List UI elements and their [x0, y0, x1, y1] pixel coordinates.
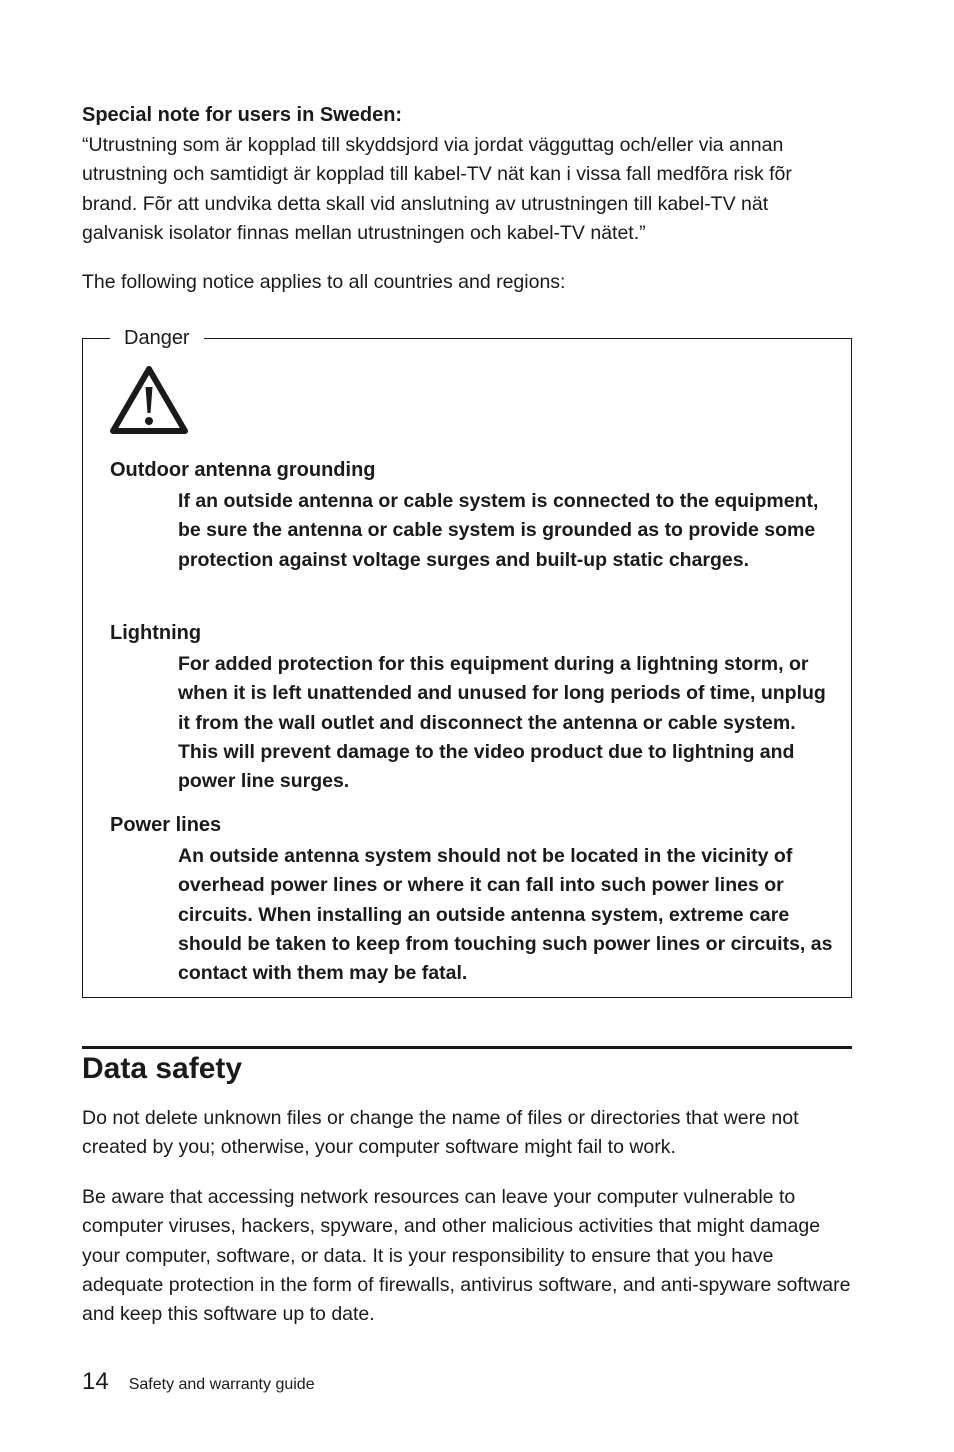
data-safety-heading: Data safety	[82, 1052, 243, 1085]
notice-intro: The following notice applies to all countries and regions:	[82, 271, 566, 293]
danger-notice-box	[82, 327, 852, 998]
section-title-power-lines: Power lines	[110, 814, 222, 836]
page-number: 14	[82, 1368, 109, 1395]
section-body-antenna-grounding: If an outside antenna or cable system is connected to the equipment, be sure the antenna or cable system is grounded as to provide some protection against voltage surges and built-up static charges.	[178, 490, 819, 571]
section-body-power-lines: An outside antenna system should not be located in the vicinity of overhead power lines or where it can fall into such power lines or circuits. When installing an outside antenna system, extreme care should be taken to keep from touching such power lines or circuits, as contact with them may be fatal.	[178, 845, 833, 985]
warning-triangle-icon	[109, 365, 189, 437]
page-footer	[82, 1366, 315, 1401]
data-safety-paragraph: Do not delete unknown files or change the name of files or directories that were not created by you; otherwise, your computer software might fail to work.	[82, 1107, 799, 1159]
section-title-antenna-grounding: Outdoor antenna grounding	[110, 459, 376, 481]
footer-title: Safety and warranty guide	[128, 1376, 315, 1393]
sweden-note-heading: Special note for users in Sweden:	[82, 104, 403, 126]
danger-label: Danger	[110, 324, 204, 352]
data-safety-paragraph: Be aware that accessing network resources can leave your computer vulnerable to computer viruses, hackers, spyware, and other malicious activities that might damage your computer, software, or data. It is your responsibility to ensure that you have adequate protection in the form of firewalls, antivirus software, and anti-spyware software and keep this software up to date.	[82, 1186, 851, 1326]
section-title-lightning: Lightning	[110, 622, 202, 644]
sweden-note-text: “Utrustning som är kopplad till skyddsjord via jordat vägguttag och/eller via annan utrustning och samtidigt är kopplad till kabel-TV nät kan i vissa fall medfõra risk fõr brand. Fõr att undvika detta skall vid anslutning av utrustningen till kabel-TV nät galvanisk isolator finnas mellan utrustningen och kabel-TV nätet.”	[82, 134, 792, 244]
section-divider	[82, 1046, 852, 1049]
section-body-lightning: For added protection for this equipment during a lightning storm, or when it is left unattended and unused for long periods of time, unplug it from the wall outlet and disconnect the antenna or cable system. This will prevent damage to the video product due to lightning and power line surges.	[178, 653, 826, 793]
